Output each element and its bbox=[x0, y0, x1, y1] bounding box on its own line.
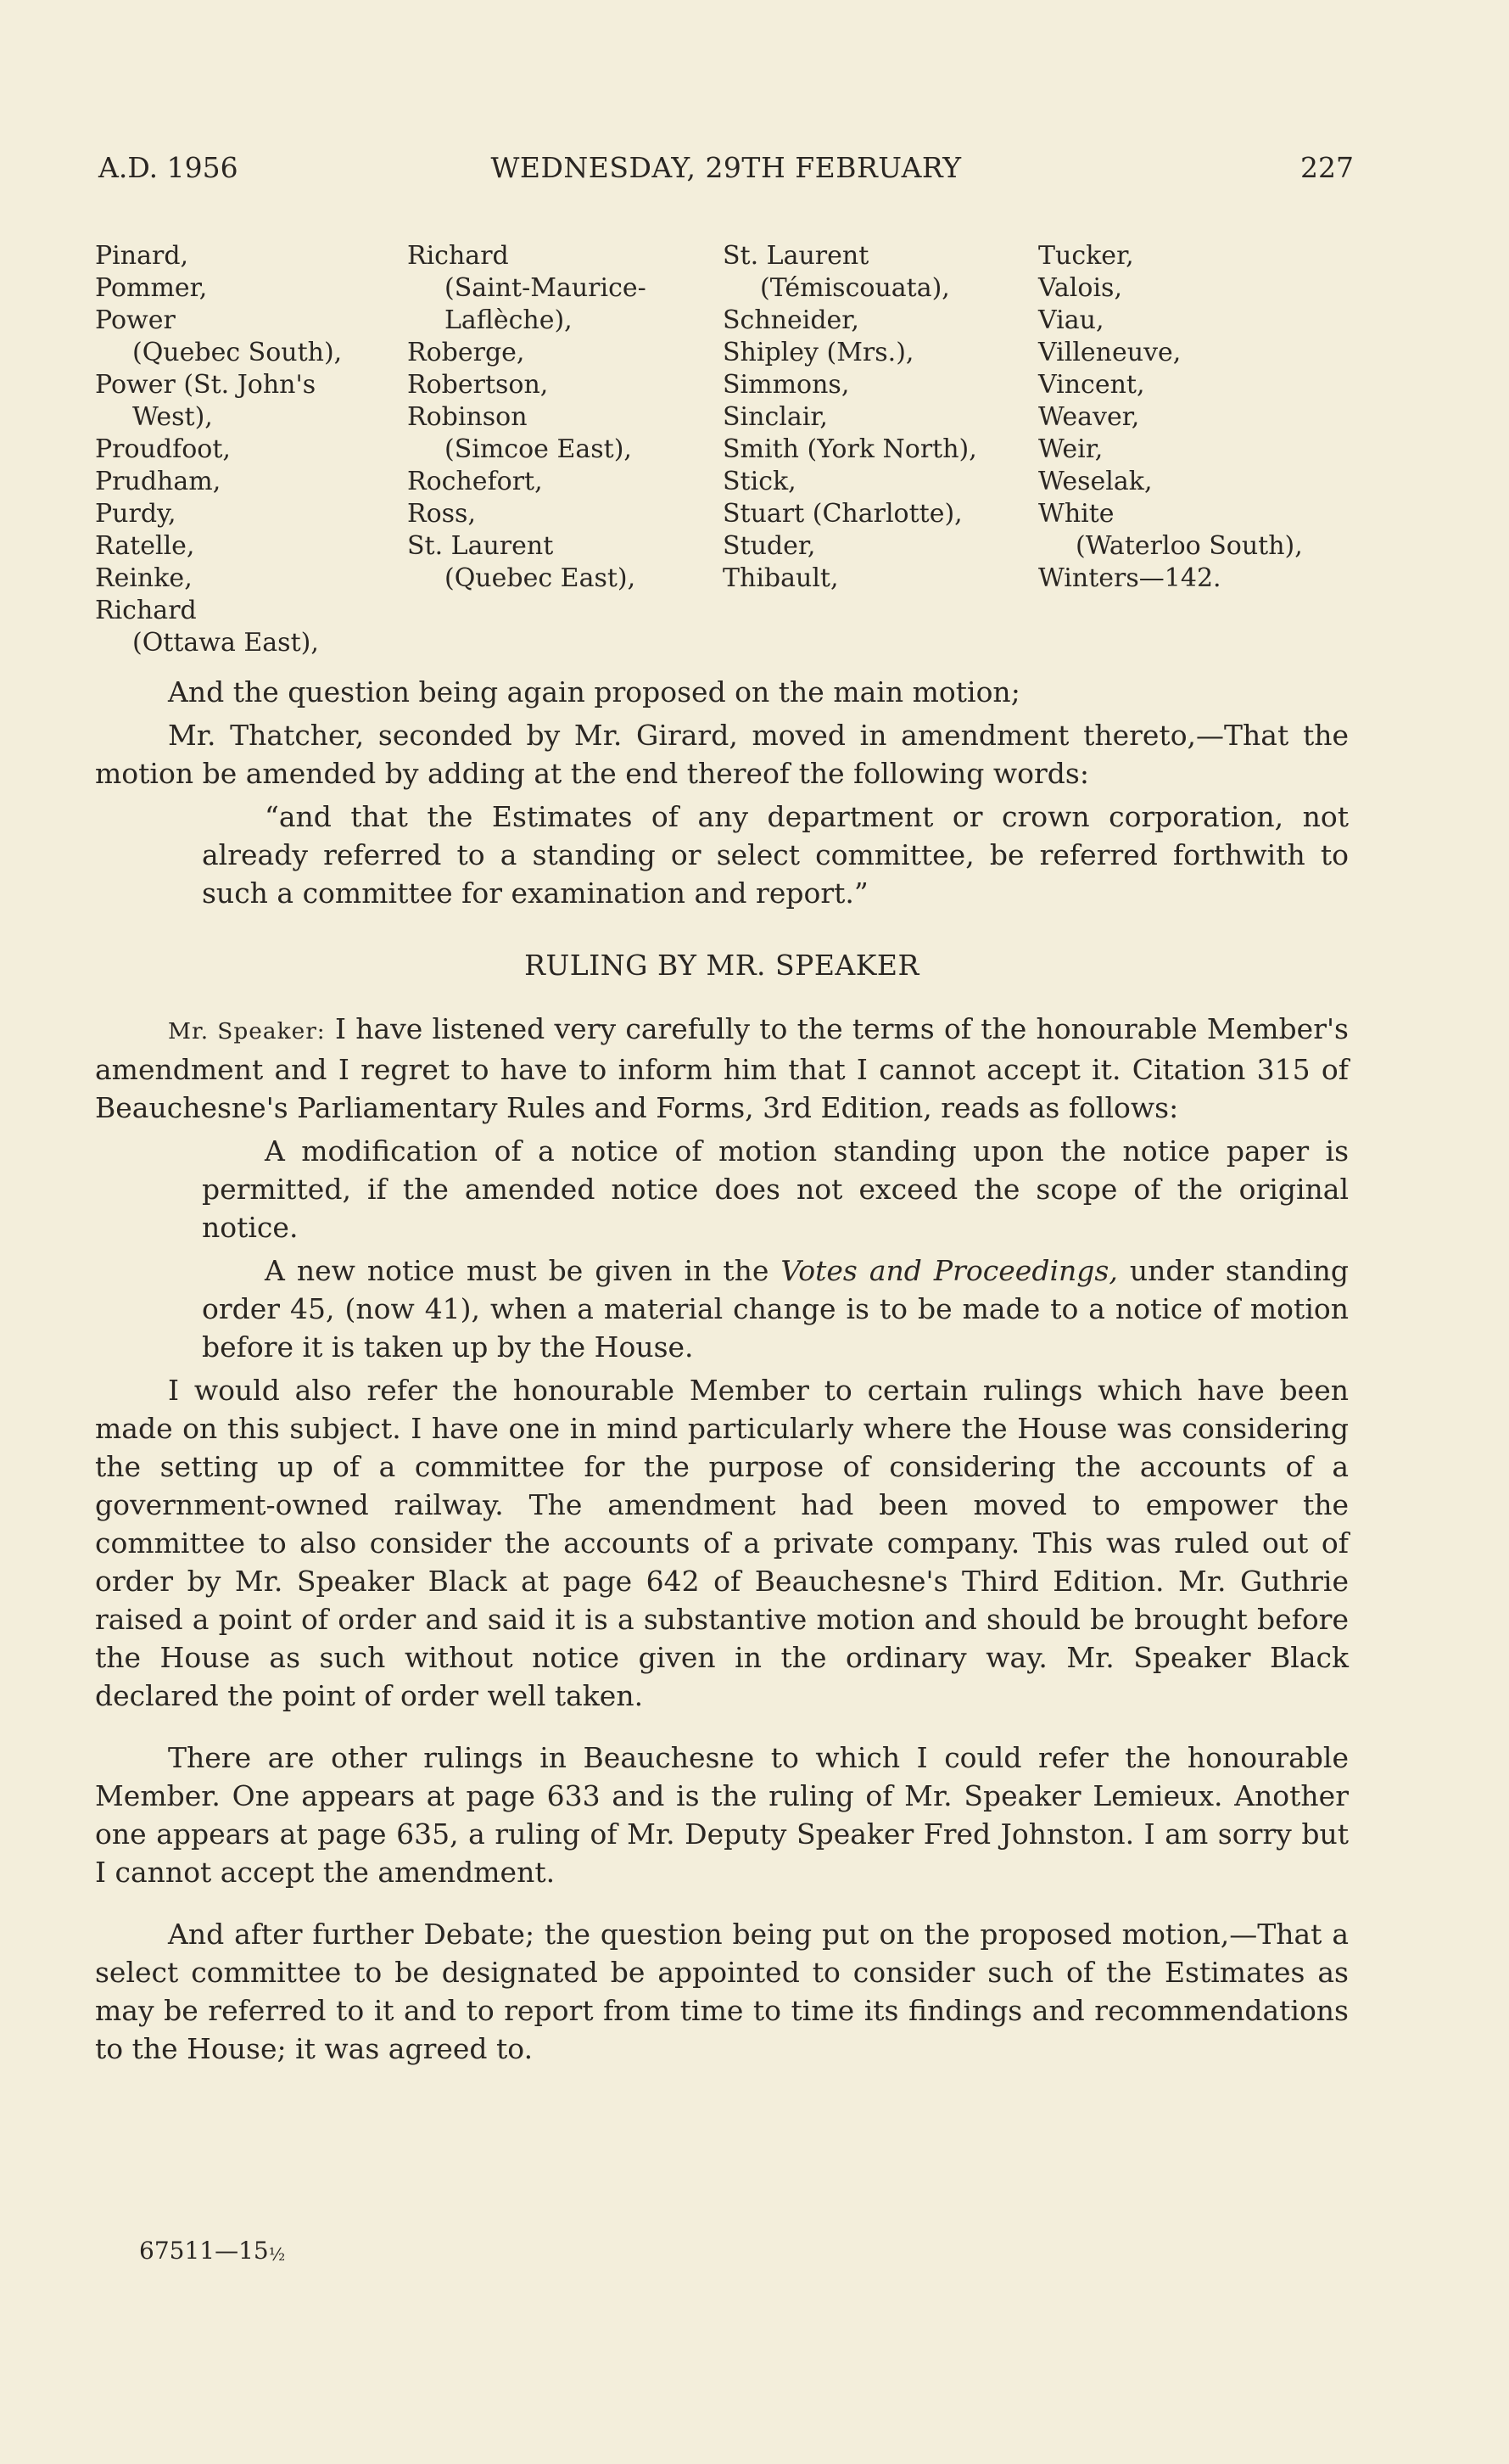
division-entry: Pommer, bbox=[95, 273, 208, 303]
paragraph-rulings: I would also refer the honourable Member to certain rulings which have been made on this subject. I have one in mind particularly where the House was considering the setting up of a committee for the purpose of considering the accounts of a government-owned railway. The amendment had been moved to empower the committee to also consider the accounts of a private company. This was ruled out of order by Mr. Speaker Black at page 642 of Beauchesne's Third Edition. Mr. Guthrie raised a point of order and said it is a substantive motion and should be brought before the House as such without notice given in the ordinary way. Mr. Speaker Black declared the point of order well taken. bbox=[95, 1374, 1349, 1712]
page-footer bbox=[139, 2237, 285, 2265]
division-column-1 bbox=[95, 240, 342, 659]
division-entry: Purdy, bbox=[95, 499, 176, 529]
division-entry: (Waterloo South), bbox=[1076, 531, 1303, 561]
division-entry: (Témiscouata), bbox=[760, 273, 950, 303]
division-entry: Thibault, bbox=[723, 563, 839, 593]
header-year: A.D. 1956 bbox=[98, 151, 238, 184]
footer-code: 67511—15 bbox=[139, 2237, 269, 2265]
paragraph-amendment: Mr. Thatcher, seconded by Mr. Girard, moved in amendment thereto,—That the motion be amended by adding at the end thereof the following words: bbox=[95, 719, 1349, 790]
division-entry: Ratelle, bbox=[95, 531, 195, 561]
division-entry: Weselak, bbox=[1038, 467, 1153, 496]
footer-fraction: ½ bbox=[268, 2244, 286, 2265]
division-entry: St. Laurent bbox=[407, 531, 554, 561]
division-entry: Power bbox=[95, 305, 176, 335]
division-entry: Laflèche), bbox=[444, 305, 573, 335]
quote-citation-1: A modification of a notice of motion standing upon the notice paper is permitted, if the amended notice does not exceed the scope of the original notice. bbox=[202, 1134, 1349, 1244]
division-entry: St. Laurent bbox=[723, 241, 869, 271]
speaker-label: Mr. Speaker: bbox=[168, 1018, 326, 1044]
division-entry: Weir, bbox=[1038, 434, 1104, 464]
document-body bbox=[95, 673, 1349, 2073]
division-entry: Schneider, bbox=[723, 305, 859, 335]
division-entry: (Quebec South), bbox=[132, 338, 343, 367]
division-entry: Ross, bbox=[407, 499, 476, 529]
division-entry: Shipley (Mrs.), bbox=[723, 338, 914, 367]
division-column-2 bbox=[407, 240, 646, 595]
division-entry: (Saint-Maurice- bbox=[444, 273, 646, 303]
division-entry: Viau, bbox=[1038, 305, 1104, 335]
section-heading: RULING BY MR. SPEAKER bbox=[524, 949, 919, 982]
division-entry: Valois, bbox=[1038, 273, 1122, 303]
quote-citation-2 bbox=[202, 1252, 1349, 1366]
division-entry: Tucker, bbox=[1038, 241, 1134, 271]
division-column-3 bbox=[723, 240, 977, 595]
speaker-text: I have listened very carefully to the terms of the honourable Member's amendment and I regret to have to inform him that I cannot accept it. Citation 315 of Beauchesne's Parliamentary Rules and Forms, 3rd Edition, reads as follows: bbox=[95, 1012, 1349, 1124]
division-entry: White bbox=[1038, 499, 1115, 529]
division-entry: (Simcoe East), bbox=[444, 434, 632, 464]
division-entry: Studer, bbox=[723, 531, 816, 561]
quote-citation-2-text-b: under standing order 45, (now 41), when a material change is to be made to a notice of motion before it is taken up by the House. bbox=[202, 1254, 1349, 1364]
division-entry: Stuart (Charlotte), bbox=[723, 499, 963, 529]
quote-citation-2-italic: Votes and Proceedings, bbox=[780, 1254, 1118, 1287]
division-entry: Prudham, bbox=[95, 467, 221, 496]
division-entry: Roberge, bbox=[407, 338, 525, 367]
division-entry: Proudfoot, bbox=[95, 434, 231, 464]
division-entry: Robinson bbox=[407, 402, 528, 432]
division-entry: Weaver, bbox=[1038, 402, 1140, 432]
paragraph-speaker bbox=[95, 1010, 1349, 1127]
division-entry: West), bbox=[132, 402, 213, 432]
page-number: 227 bbox=[1300, 151, 1354, 184]
division-entry: Villeneuve, bbox=[1038, 338, 1182, 367]
division-entry: Power (St. John's bbox=[95, 370, 316, 400]
division-entry: (Ottawa East), bbox=[132, 628, 319, 658]
header-date: WEDNESDAY, 29TH FEBRUARY bbox=[490, 151, 962, 184]
division-entry: Simmons, bbox=[723, 370, 850, 400]
division-entry: Rochefort, bbox=[407, 467, 543, 496]
paragraph-other-rulings: There are other rulings in Beauchesne to which I could refer the honourable Member. One appears at page 633 and is the ruling of Mr. Speaker Lemieux. Another one appears at page 635, a ruling of Mr. Deputy Speaker Fred Johnston. I am sorry but I cannot accept the amendment. bbox=[95, 1741, 1349, 1889]
division-entry: Reinke, bbox=[95, 563, 193, 593]
quote-citation-2-text-a: A new notice must be given in the bbox=[265, 1254, 781, 1287]
paragraph-agreed: And after further Debate; the question being put on the proposed motion,—That a select committee to be designated be appointed to consider such of the Estimates as may be referred to it and to report from time to time its findings and recommendations to the House; it was agreed to. bbox=[95, 1918, 1349, 2065]
division-entry: (Quebec East), bbox=[444, 563, 636, 593]
division-entry: Vincent, bbox=[1038, 370, 1145, 400]
division-entry: Robertson, bbox=[407, 370, 549, 400]
division-entry: Sinclair, bbox=[723, 402, 828, 432]
division-entry: Richard bbox=[407, 241, 509, 271]
division-list bbox=[95, 240, 1367, 664]
page-header bbox=[98, 151, 1354, 193]
division-entry: Richard bbox=[95, 596, 197, 625]
quote-amendment: “and that the Estimates of any department or crown corporation, not already referred to a standing or select committee, be referred forthwith to such a committee for examination and report.” bbox=[202, 800, 1349, 910]
division-entry: Pinard, bbox=[95, 241, 189, 271]
division-column-4 bbox=[1038, 240, 1303, 595]
division-entry: Smith (York North), bbox=[723, 434, 977, 464]
paragraph-question: And the question being again proposed on the main motion; bbox=[168, 675, 1020, 708]
division-entry: Winters—142. bbox=[1038, 563, 1221, 593]
division-entry: Stick, bbox=[723, 467, 796, 496]
